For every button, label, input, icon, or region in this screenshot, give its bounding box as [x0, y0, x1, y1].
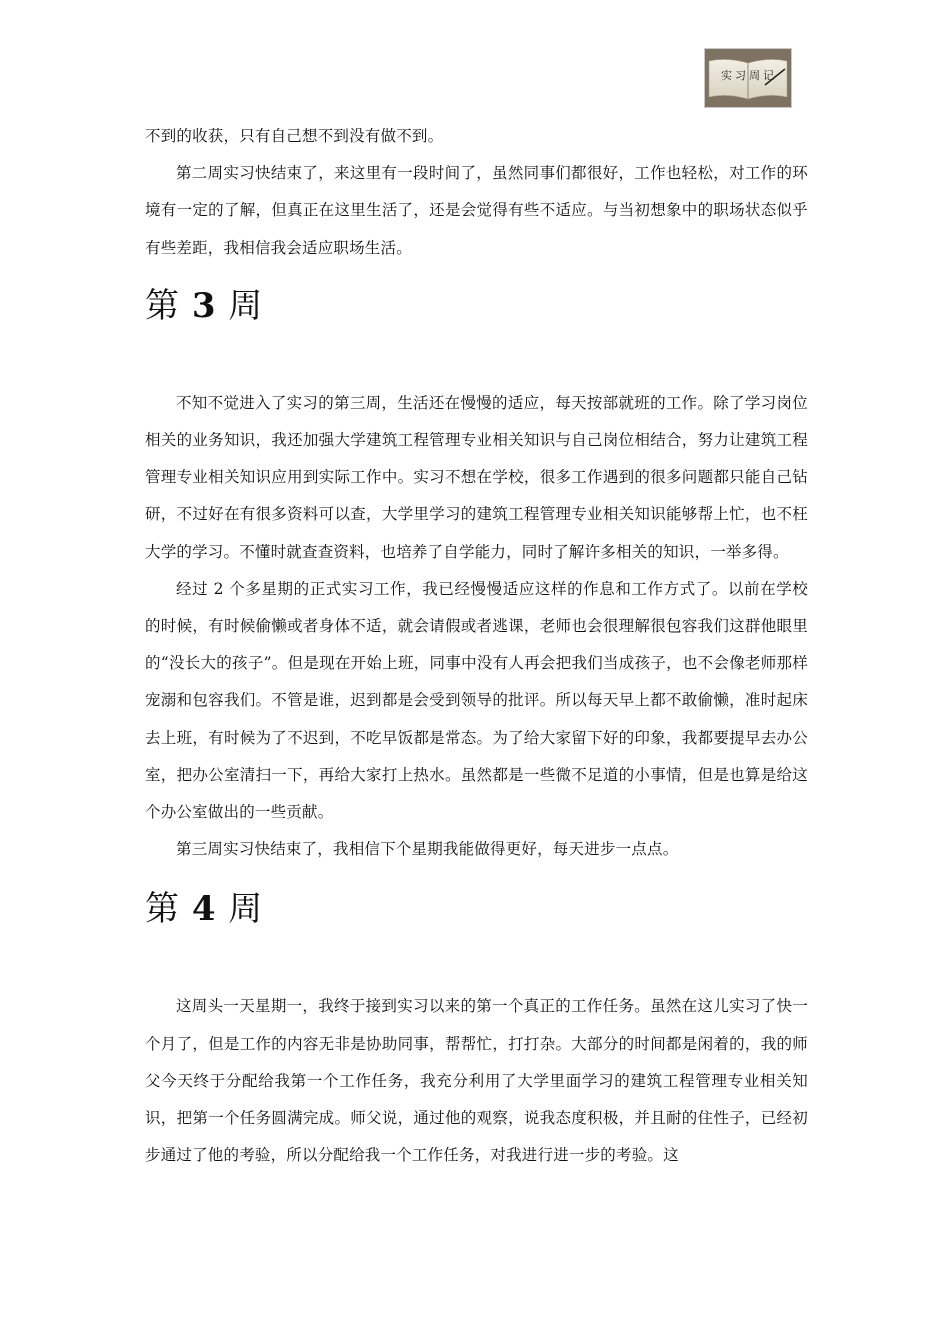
paragraph-week2-summary: 第二周实习快结束了，来这里有一段时间了，虽然同事们都很好，工作也轻松，对工作的环境有一定的了解，但真正在这里生活了，还是会觉得有些不适应。与当初想象中的职场状态似乎有些差距，我相信我会适应职场生活。 [145, 164, 808, 257]
document-body [145, 118, 808, 1174]
logo-text: 实习周记 [721, 69, 777, 82]
paragraph-week3-2: 经过 2 个多星期的正式实习工作，我已经慢慢适应这样的作息和工作方式了。以前在学校的时候，有时候偷懒或者身体不适，就会请假或者逃课，老师也会很理解很包容我们这群他眼里的“没长大的孩子”。但是现在开始上班，同事中没有人再会把我们当成孩子，也不会像老师那样宠溺和包容我们。不管是谁，迟到都是会受到领导的批评。所以每天早上都不敢偷懒，准时起床去上班，有时候为了不迟到，不吃早饭都是常态。为了给大家留下好的印象，我都要提早去办公室，把办公室清扫一下，再给大家打上热水。虽然都是一些微不足道的小事情，但是也算是给这个办公室做出的一些贡献。 [145, 579, 808, 822]
paragraph-intro-continuation: 不到的收获，只有自己想不到没有做不到。 [145, 127, 444, 145]
paragraph-week4-1: 这周头一天星期一，我终于接到实习以来的第一个真正的工作任务。虽然在这儿实习了快一个月了，但是工作的内容无非是协助同事，帮帮忙，打打杂。大部分的时间都是闲着的，我的师父今天终于分配给我第一个工作任务，我充分利用了大学里面学习的建筑工程管理专业相关知识，把第一个任务圆满完成。师父说，通过他的观察，说我态度积极，并且耐的住性子，已经初步通过了他的考验，所以分配给我一个工作任务，对我进行进一步的考验。这 [145, 997, 808, 1165]
paragraph-week3-1: 不知不觉进入了实习的第三周，生活还在慢慢的适应，每天按部就班的工作。除了学习岗位相关的业务知识，我还加强大学建筑工程管理专业相关知识与自己岗位相结合，努力让建筑工程管理专业相关知识应用到实际工作中。实习不想在学校，很多工作遇到的很多问题都只能自己钻研，不过好在有很多资料可以查，大学里学习的建筑工程管理专业相关知识能够帮上忙，也不枉大学的学习。不懂时就查查资料，也培养了自学能力，同时了解许多相关的知识，一举多得。 [145, 393, 808, 561]
heading-week-3-suffix: 周 [228, 285, 264, 326]
heading-week-3-prefix: 第 [145, 285, 180, 326]
heading-week-3 [145, 285, 808, 326]
heading-week-3-number: 3 [191, 285, 217, 326]
heading-week-4-suffix: 周 [228, 889, 264, 930]
heading-week-4-prefix: 第 [145, 889, 180, 930]
paragraph-week3-3: 第三周实习快结束了，我相信下个星期我能做得更好，每天进步一点点。 [176, 840, 679, 859]
header-logo [704, 48, 792, 108]
heading-week-4 [145, 889, 808, 930]
heading-week-4-number: 4 [191, 889, 217, 930]
